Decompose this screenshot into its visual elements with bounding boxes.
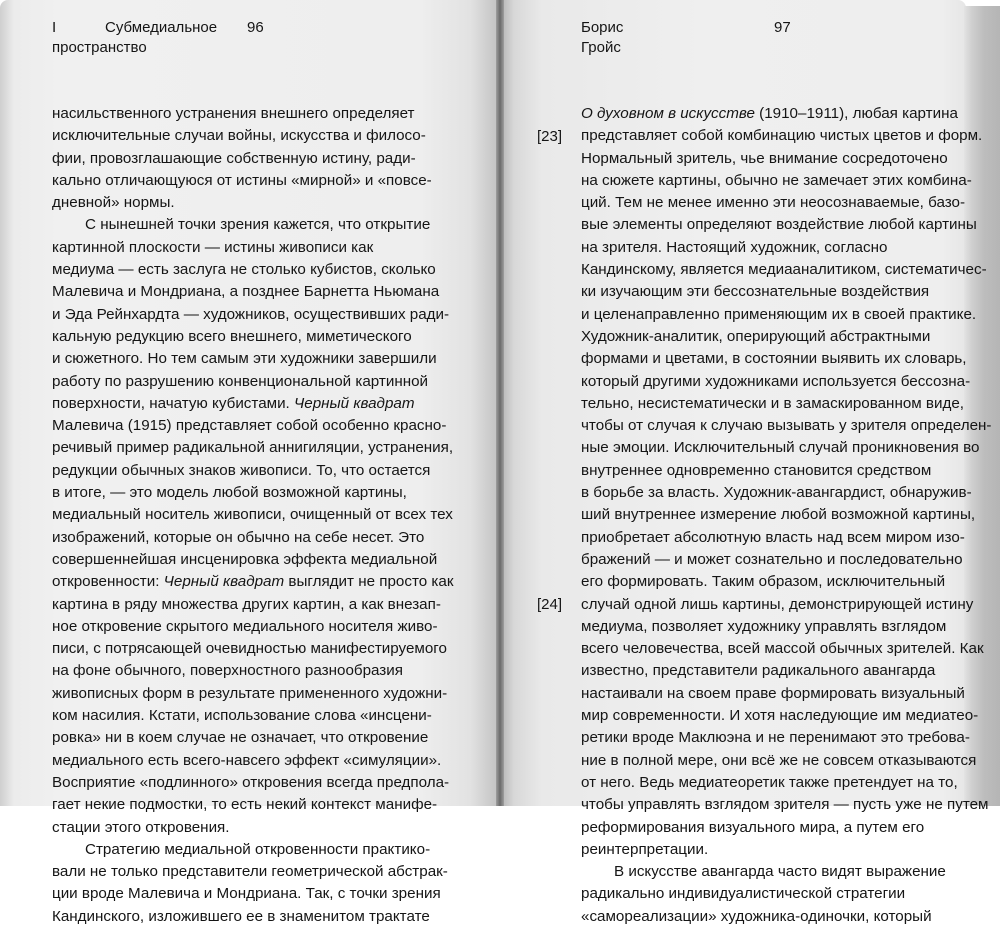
text-line: чтобы от случая к случаю вызывать у зрителя определен- bbox=[581, 417, 992, 435]
author-last-name: Гройс bbox=[581, 39, 621, 56]
text-line: бражений — и может сознательно и последовательно bbox=[581, 550, 963, 568]
text-line: на зрителя. Настоящий художник, согласно bbox=[581, 238, 888, 256]
text-line: изображений, которые он обычно на себе несет. Это bbox=[52, 528, 425, 546]
page-number-left: 96 bbox=[247, 19, 264, 36]
text-line: кально отличающуюся от истины «мирной» и «повсе- bbox=[52, 171, 432, 189]
text-line: в борьбе за власть. Художник-авангардист, обнаружив- bbox=[581, 484, 972, 502]
text-line: медиума — есть заслуга не столько кубистов, сколько bbox=[52, 261, 436, 279]
text-line: и Эда Рейнхардта — художников, осуществивших ради- bbox=[52, 305, 450, 323]
text-line: представляет собой комбинацию чистых цветов и форм. bbox=[581, 127, 983, 145]
text-line: настаивали на своем праве формировать визуальный bbox=[581, 684, 965, 702]
text-line: реформирования визуального мира, а путем его bbox=[581, 818, 925, 836]
running-head-line-2: пространство bbox=[52, 39, 147, 56]
text-run: поверхности, начатую кубистами. bbox=[52, 394, 290, 412]
text-line: Кандинскому, является медиааналитиком, систематичес- bbox=[581, 261, 987, 279]
text-line: от него. Ведь медиатеоретик также претендует на то, bbox=[581, 773, 958, 791]
text-line: случай одной лишь картины, демонстрирующей истину bbox=[581, 595, 974, 613]
text-line: на фоне обычного, поверхностного разнообразия bbox=[52, 662, 403, 680]
text-line: радикально индивидуалистической стратегии bbox=[581, 885, 906, 903]
text-line: и целенаправленно применяющим их в своей практике. bbox=[581, 305, 977, 323]
text-line: ровка» ни в коем случае не означает, что откровение bbox=[52, 729, 429, 747]
running-head-line-1: Субмедиальное bbox=[105, 19, 218, 36]
text-line: картина в ряду множества других картин, а как внезап- bbox=[52, 595, 441, 613]
text-line: ное откровение скрытого медиального носителя живо- bbox=[52, 617, 438, 635]
text-line: ки изучающим эти бессознательные воздействия bbox=[581, 283, 930, 301]
text-line: в итоге, — это модель любой возможной картины, bbox=[52, 484, 407, 502]
text-line: стации этого откровения. bbox=[52, 818, 230, 836]
text-line: ций. Тем не менее именно эти неосознаваемые, базо- bbox=[581, 194, 966, 212]
text-line bbox=[52, 393, 453, 415]
text-line: и сюжетного. Но тем самым эти художники завершили bbox=[52, 350, 437, 368]
text-line: исключительные случаи войны, искусства и филосо- bbox=[52, 127, 426, 145]
text-line: Нормальный зритель, чье внимание сосредоточено bbox=[581, 149, 948, 167]
text-run: выглядит не просто как bbox=[288, 573, 454, 591]
text-line: ции вроде Малевича и Мондриана. Так, с точки зрения bbox=[52, 885, 441, 903]
text-line: медиального есть всего-навсего эффект «симуляции». bbox=[52, 751, 442, 769]
text-line: С нынешней точки зрения кажется, что открытие bbox=[85, 216, 431, 234]
text-line: живописных форм в результате примененного художни- bbox=[52, 684, 448, 702]
text-line: вали не только представители геометрической абстрак- bbox=[52, 863, 448, 881]
text-line: Художник-аналитик, оперирующий абстрактными bbox=[581, 327, 931, 345]
text-line: совершеннейшая инсценировка эффекта медиальной bbox=[52, 550, 438, 568]
text-line: на сюжете картины, обычно не замечает этих комбина- bbox=[581, 171, 972, 189]
text-line: Стратегию медиальной откровенности практико- bbox=[85, 840, 431, 858]
section-mark: I bbox=[52, 19, 57, 36]
work-title: Черный квадрат bbox=[294, 394, 415, 412]
text-line: известно, представители радикального авангарда bbox=[581, 662, 936, 680]
author-first-name: Борис bbox=[581, 19, 624, 36]
text-line: приобретает абсолютную власть над всем миром изо- bbox=[581, 528, 965, 546]
text-run: откровенности: bbox=[52, 573, 160, 591]
text-line bbox=[581, 103, 992, 125]
text-line: Восприятие «подлинного» откровения всегда предпола- bbox=[52, 773, 450, 791]
text-line: «самореализации» художника-одиночки, который bbox=[581, 907, 932, 925]
page-number-right: 97 bbox=[774, 19, 791, 36]
text-line: мир современности. И хотя наследующие им медиатео- bbox=[581, 707, 979, 725]
text-line bbox=[52, 571, 453, 593]
text-line: медиума, позволяет художнику управлять взглядом bbox=[581, 617, 947, 635]
text-line: дневной» нормы. bbox=[52, 194, 175, 212]
text-line: Малевича (1915) представляет собой особенно красно- bbox=[52, 417, 447, 435]
text-line: реинтерпретации. bbox=[581, 840, 709, 858]
text-line: медиальный носитель живописи, очищенный от всех тех bbox=[52, 506, 453, 524]
margin-reference: [23] bbox=[537, 128, 563, 145]
right-body-text bbox=[581, 103, 992, 928]
text-line: который другими художниками используется бессозна- bbox=[581, 372, 971, 390]
text-line: Малевича и Мондриана, а позднее Барнетта Ньюмана bbox=[52, 283, 440, 301]
text-run: (1910–1911), любая картина bbox=[759, 105, 958, 122]
text-line: В искусстве авангарда часто видят выражение bbox=[614, 863, 946, 881]
text-line: писи, с потрясающей очевидностью манифестируемого bbox=[52, 640, 447, 658]
text-line: кальную редукцию всего внешнего, миметического bbox=[52, 327, 412, 345]
text-line: картинной плоскости — истины живописи как bbox=[52, 238, 374, 256]
text-line: ший внутреннее измерение любой возможной картины, bbox=[581, 506, 976, 524]
work-title: О духовном в искусстве bbox=[581, 105, 755, 122]
text-line: его формировать. Таким образом, исключительный bbox=[581, 573, 946, 591]
text-line: внутреннее одновременно становится средством bbox=[581, 461, 932, 479]
text-line: вые элементы определяют воздействие любой картины bbox=[581, 216, 977, 234]
text-line: ные эмоции. Исключительный случай проникновения во bbox=[581, 439, 980, 457]
text-line: тельно, несистематически и в замаскированном виде, bbox=[581, 394, 965, 412]
text-line: ком насилия. Кстати, использование слова «инсцени- bbox=[52, 707, 432, 725]
text-line: редукции обычных знаков живописи. То, что остается bbox=[52, 461, 431, 479]
text-line: чтобы управлять взглядом зрителя — пусть уже не путем bbox=[581, 796, 989, 814]
left-body-text bbox=[52, 103, 453, 928]
text-line: ние в полной мере, они всё же не совсем отказываются bbox=[581, 751, 977, 769]
text-line: работу по разрушению конвенциональной картинной bbox=[52, 372, 429, 390]
text-line: Кандинского, изложившего ее в знаменитом трактате bbox=[52, 907, 430, 925]
book-gutter bbox=[496, 0, 504, 806]
margin-reference: [24] bbox=[537, 596, 563, 613]
work-title: Черный квадрат bbox=[163, 573, 285, 591]
text-line: гает некие подмостки, то есть некий контекст манифе- bbox=[52, 796, 438, 814]
text-line: формами и цветами, в состоянии выявить их словарь, bbox=[581, 350, 967, 368]
text-line: ретики вроде Маклюэна и не перенимают это требова- bbox=[581, 729, 970, 747]
text-line: фии, провозглашающие собственную истину, ради- bbox=[52, 149, 416, 167]
text-line: речивый пример радикальной аннигиляции, устранения, bbox=[52, 439, 454, 457]
text-line: насильственного устранения внешнего определяет bbox=[52, 105, 415, 122]
text-line: всего человечества, всей массой обычных зрителей. Как bbox=[581, 640, 984, 658]
